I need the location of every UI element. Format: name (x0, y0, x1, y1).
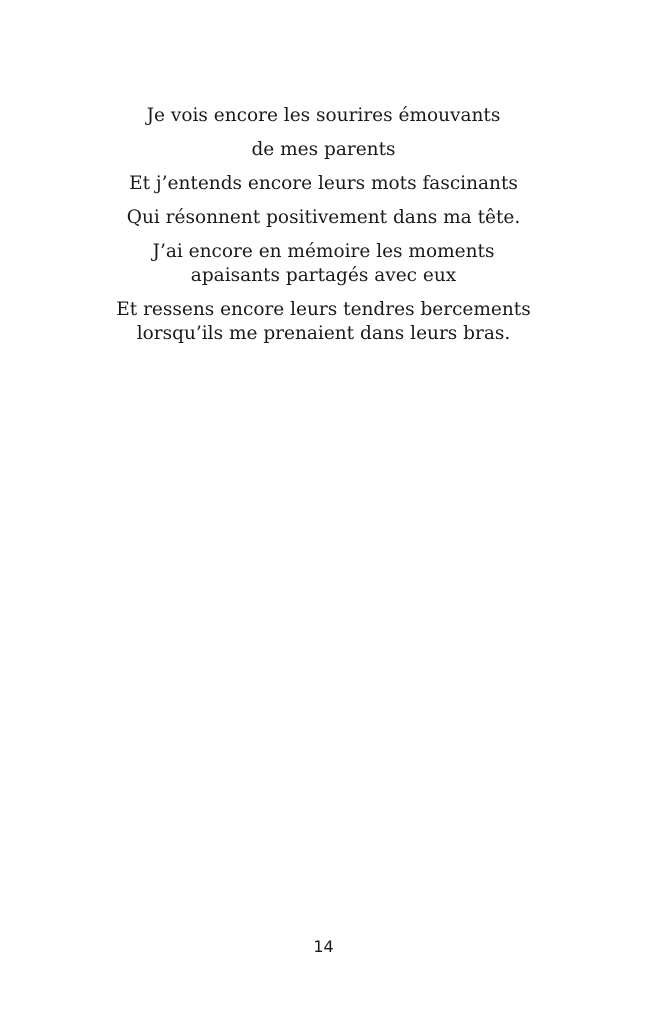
poem-stanza (0, 172, 647, 196)
poem-line: Je vois encore les sourires émouvants (146, 105, 501, 126)
poem-line: Et j’entends encore leurs mots fascinants (129, 173, 518, 194)
poem-line: Qui résonnent positivement dans ma tête. (126, 207, 521, 228)
poem-stanza (0, 104, 647, 128)
poem-stanza (0, 206, 647, 230)
page-number: 14 (313, 937, 334, 956)
poem-line: J’ai encore en mémoire les moments (152, 241, 495, 262)
poem-line: de mes parents (251, 139, 396, 160)
poem-stanza (0, 138, 647, 162)
poem-line: apaisants partagés avec eux (190, 265, 457, 286)
poem-stanza (0, 298, 647, 346)
poem-line: lorsqu’ils me prenaient dans leurs bras. (136, 323, 511, 344)
poem-stanza (0, 240, 647, 288)
poem-line: Et ressens encore leurs tendres bercements (116, 299, 531, 320)
poem-text (0, 104, 647, 356)
